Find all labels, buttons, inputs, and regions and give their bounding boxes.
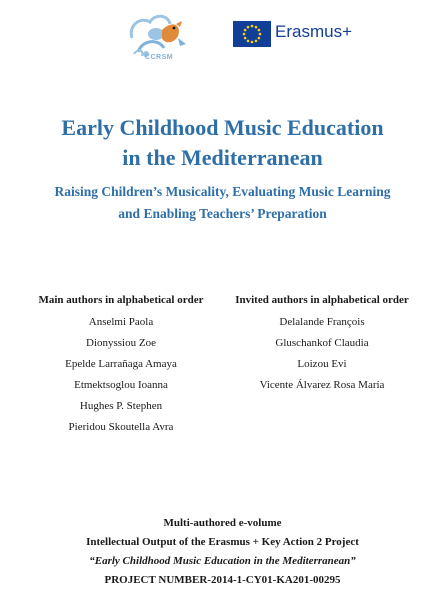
erasmus-logo-text: Erasmus+ — [275, 22, 352, 41]
author-name: Etmektsoglou Ioanna — [74, 379, 168, 391]
project-title: “Early Childhood Music Education in the Mediterranean” — [89, 555, 356, 567]
volume-type: Multi-authored e-volume — [163, 517, 282, 529]
eu-flag-icon — [233, 21, 271, 47]
author-name: Gluschankof Claudia — [275, 337, 369, 349]
invited-authors-list — [222, 290, 422, 396]
project-number: PROJECT NUMBER-2014-1-CY01-KA201-00295 — [104, 574, 341, 586]
author-name: Vicente Álvarez Rosa María — [259, 379, 385, 391]
document-title — [0, 113, 445, 173]
ccrsm-logo-text: CCRSM — [144, 54, 174, 61]
title-line-2: in the Mediterranean — [122, 145, 323, 170]
subtitle-line-1: Raising Children’s Musicality, Evaluating Music Learning — [54, 184, 391, 199]
output-description: Intellectual Output of the Erasmus + Key Action 2 Project — [86, 536, 359, 548]
document-subtitle — [0, 181, 445, 225]
title-line-1: Early Childhood Music Education — [61, 115, 384, 140]
author-name: Epelde Larrañaga Amaya — [65, 358, 177, 370]
subtitle-line-2: and Enabling Teachers’ Preparation — [118, 206, 327, 221]
logo-bar — [0, 0, 445, 80]
author-name: Hughes P. Stephen — [79, 400, 163, 412]
main-authors-list — [26, 290, 216, 438]
author-name: Anselmi Paola — [88, 316, 154, 328]
main-authors-heading: Main authors in alphabetical order — [38, 294, 204, 306]
author-name: Pieridou Skoutella Avra — [68, 421, 174, 433]
invited-authors-heading: Invited authors in alphabetical order — [235, 294, 409, 306]
author-name: Dionyssiou Zoe — [86, 337, 156, 349]
author-name: Delalande François — [279, 316, 365, 328]
author-name: Loizou Evi — [297, 358, 347, 370]
publication-info — [0, 514, 445, 590]
